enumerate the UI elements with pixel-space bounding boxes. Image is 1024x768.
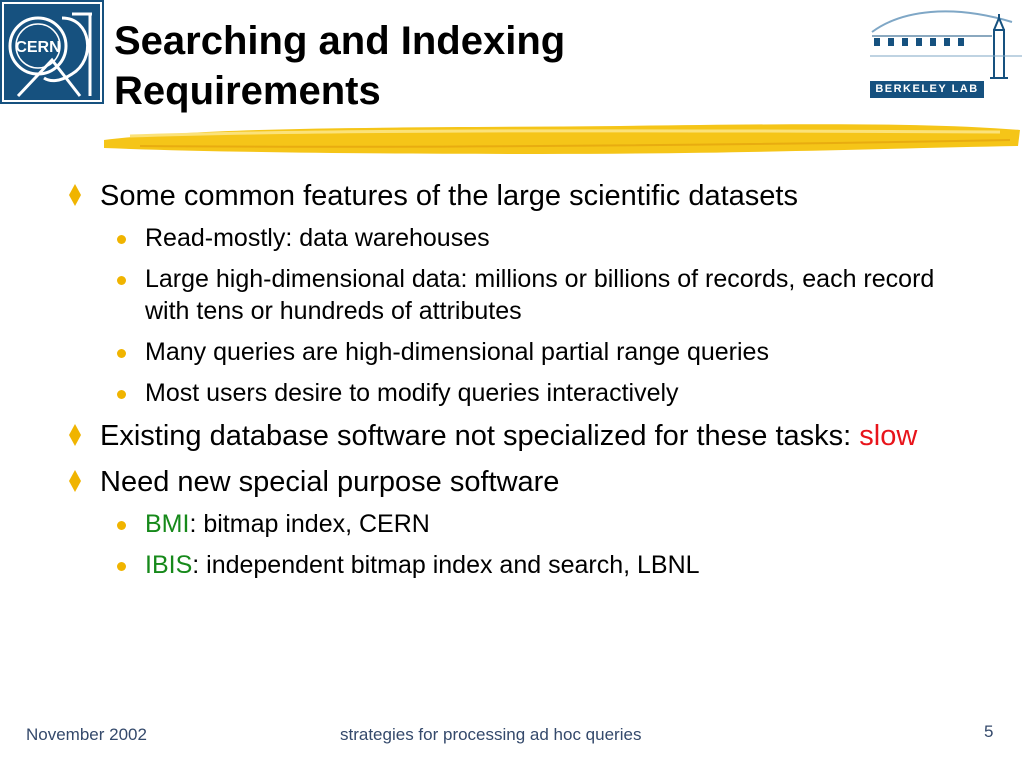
sub-bullet-text: Most users desire to modify queries interactively <box>145 379 679 407</box>
footer-date: November 2002 <box>26 725 147 744</box>
diamond-bullet-icon <box>68 422 82 448</box>
sub-bullet-text: Read-mostly: data warehouses <box>145 224 490 252</box>
cern-logo <box>0 0 104 104</box>
software-sub-list <box>60 508 980 581</box>
dot-bullet-icon <box>117 562 126 571</box>
title-line-2: Requirements <box>114 69 381 113</box>
bullet-text: Existing database software not specialized for these tasks: <box>100 420 860 452</box>
bullet-text: Need new special purpose software <box>100 466 560 498</box>
sub-bullet-range-queries <box>60 336 980 368</box>
dot-bullet-icon <box>117 390 126 399</box>
slide-body <box>60 178 980 590</box>
sub-bullet-bmi <box>60 508 980 540</box>
berkeley-lab-wordmark: BERKELEY LAB <box>870 81 984 98</box>
sub-bullet-high-dimensional <box>60 263 980 327</box>
sub-bullet-ibis <box>60 549 980 581</box>
sub-bullet-text: : bitmap index, CERN <box>189 510 430 538</box>
sub-bullet-read-mostly <box>60 222 980 254</box>
sub-bullet-text: : independent bitmap index and search, LBNL <box>192 551 700 579</box>
dot-bullet-icon <box>117 521 126 530</box>
dot-bullet-icon <box>117 235 126 244</box>
bullet-text: Some common features of the large scientific datasets <box>100 180 798 212</box>
title-underline-brush <box>100 118 1024 164</box>
bullet-existing-software <box>60 418 980 454</box>
diamond-bullet-icon <box>68 182 82 208</box>
bullet-new-software <box>60 464 980 500</box>
title-line-1: Searching and Indexing <box>114 19 566 63</box>
slow-highlight: slow <box>859 420 918 452</box>
datasets-sub-list <box>60 222 980 409</box>
term-ibis: IBIS <box>145 551 193 579</box>
footer-page-number: 5 <box>984 722 994 741</box>
sub-bullet-text: Many queries are high-dimensional partial range queries <box>145 338 769 366</box>
slide-title <box>114 16 754 116</box>
diamond-bullet-icon <box>68 468 82 494</box>
dot-bullet-icon <box>117 349 126 358</box>
sub-bullet-text: Large high-dimensional data: millions or billions of records, each record with tens or hundreds of attributes <box>145 265 935 325</box>
footer-topic: strategies for processing ad hoc queries <box>340 725 642 744</box>
bullet-datasets <box>60 178 980 214</box>
svg-text:CERN: CERN <box>15 39 61 56</box>
sub-bullet-interactive <box>60 377 980 409</box>
term-bmi: BMI <box>145 510 190 538</box>
dot-bullet-icon <box>117 276 126 285</box>
